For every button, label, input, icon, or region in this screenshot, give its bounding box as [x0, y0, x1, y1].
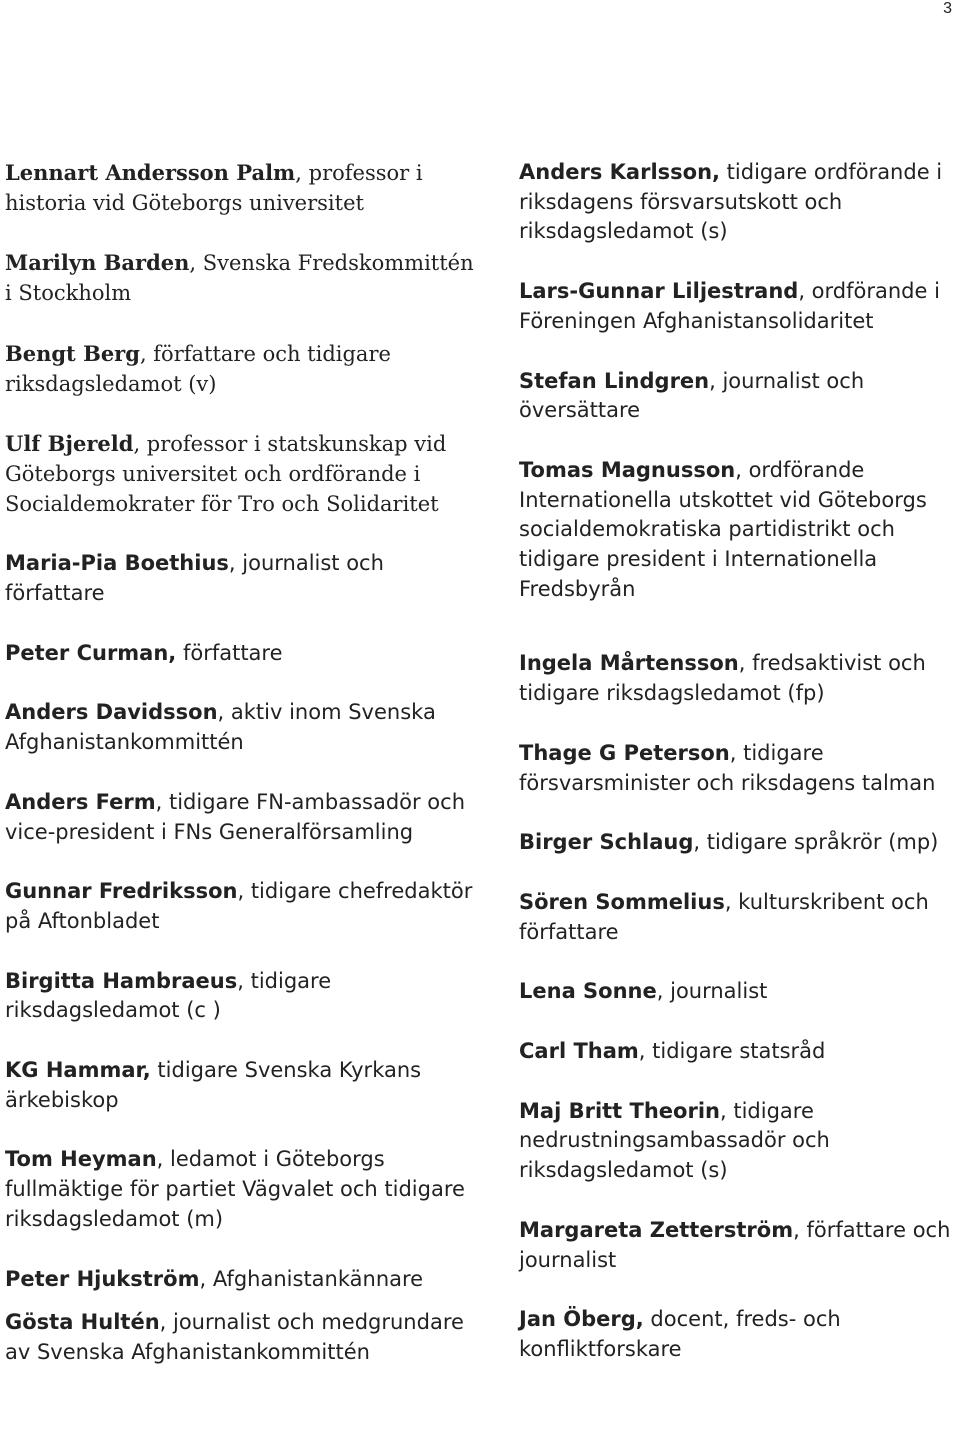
signatory-description: , fredsaktivist och tidigare riksdagsledamot (fp): [519, 651, 926, 706]
signatory-name: Sören Sommelius: [519, 889, 725, 914]
page-number: 3: [943, 0, 952, 17]
signatory-description: , tidigare försvarsminister och riksdagens talman: [519, 740, 936, 795]
signatory-name: Jan Öberg,: [519, 1307, 644, 1332]
signatory-entry: [519, 1097, 955, 1186]
signatory-description: , journalist och författare: [5, 551, 384, 606]
signatory-description: , tidigare språkrör (mp): [693, 830, 939, 855]
signatory-name: Birger Schlaug: [519, 830, 694, 855]
signatory-description: , tidigare FN-ambassadör och vice-president i FNs Generalförsamling: [5, 789, 466, 844]
signatory-entry: [5, 429, 475, 519]
signatory-name: Ulf Bjereld: [5, 431, 134, 457]
signatory-description: , författare och journalist: [519, 1217, 951, 1272]
signatory-name: Peter Curman,: [5, 640, 177, 665]
signatory-name: Thage G Peterson: [519, 740, 730, 765]
signatory-entry: [519, 649, 955, 708]
signatory-name: Peter Hjukström: [5, 1266, 200, 1291]
signatory-entry: [519, 888, 955, 947]
signatory-description: , journalist och översättare: [519, 368, 865, 423]
signatory-entry: [5, 1056, 475, 1115]
signatory-name: Gunnar Fredriksson: [5, 879, 238, 904]
signatory-description: tidigare Svenska Kyrkans ärkebiskop: [5, 1058, 422, 1112]
signatory-list-left: [5, 158, 475, 1368]
signatory-description: , professor i statskunskap vid Göteborgs universitet och ordförande i Socialdemokrater för Tro och Solidaritet: [5, 432, 447, 516]
signatory-entry: [5, 1265, 475, 1295]
signatory-entry: [5, 158, 475, 218]
signatory-description: , ordförande Internationella utskottet vid Göteborgs socialdemokratiska partidistrikt och tidigare president i Internationella Fredsbyrån: [519, 457, 927, 601]
signatory-entry: [5, 698, 475, 757]
signatory-entry: [519, 1305, 955, 1364]
signatory-description: , ordförande i Föreningen Afghanistansolidaritet: [519, 279, 940, 333]
signatory-description: , professor i historia vid Göteborgs universitet: [5, 161, 423, 215]
signatory-name: Birgitta Hambraeus: [5, 968, 238, 993]
signatory-name: Marilyn Barden: [5, 250, 190, 276]
signatory-name: Tomas Magnusson: [519, 457, 736, 482]
signatory-entry: [5, 339, 475, 399]
signatory-name: Lars-Gunnar Liljestrand: [519, 279, 799, 304]
signatory-entry: [519, 739, 955, 798]
signatory-entry: [5, 1145, 475, 1234]
signatory-entry: [5, 967, 475, 1026]
signatory-entry: [519, 1037, 955, 1067]
signatory-description: , Afghanistankännare: [199, 1266, 424, 1291]
signatory-entry: [519, 828, 955, 858]
signatory-entry: [5, 549, 475, 608]
signatory-description: författare: [176, 640, 283, 665]
signatory-description: , tidigare riksdagsledamot (c ): [5, 968, 332, 1023]
signatory-description: , tidigare nedrustningsambassadör och riksdagsledamot (s): [519, 1098, 830, 1183]
signatory-entry: [5, 639, 475, 669]
signatory-entry: [519, 456, 955, 605]
signatory-name: Anders Davidsson: [5, 700, 218, 725]
signatory-entry: [519, 367, 955, 426]
signatory-name: KG Hammar,: [5, 1058, 151, 1083]
signatory-description: , aktiv inom Svenska Afghanistankommittén: [5, 700, 436, 755]
signatory-name: Lennart Andersson Palm: [5, 160, 296, 185]
signatory-description: , kulturskribent och författare: [519, 889, 929, 944]
signatory-name: Maj Britt Theorin: [519, 1098, 720, 1123]
signatory-description: tidigare ordförande i riksdagens försvarsutskott och riksdagsledamot (s): [519, 160, 943, 244]
signatory-name: Maria-Pia Boethius: [5, 551, 229, 576]
signatory-description: , tidigare statsråd: [638, 1039, 826, 1064]
signatory-name: Stefan Lindgren: [519, 368, 710, 393]
signatory-entry: [5, 788, 475, 847]
signatory-name: Ingela Mårtensson: [519, 651, 739, 676]
signatory-description: , tidigare chefredaktör på Aftonbladet: [5, 879, 473, 933]
signatory-name: Margareta Zetterström: [519, 1217, 794, 1242]
signatory-name: Gösta Hultén: [5, 1310, 160, 1335]
signatory-description: , journalist och medgrundare av Svenska Afghanistankommittén: [5, 1310, 464, 1364]
signatory-entry: [519, 1216, 955, 1275]
signatory-name: Tom Heyman: [5, 1147, 157, 1172]
signatory-entry: [5, 1308, 475, 1367]
signatory-entry: [519, 158, 955, 247]
signatory-list-right: [519, 158, 955, 1365]
signatory-entry: [519, 277, 955, 336]
signatory-entry: [5, 877, 475, 936]
signatory-name: Anders Karlsson,: [519, 160, 720, 184]
signatory-entry: [5, 248, 475, 308]
signatory-entry: [519, 977, 955, 1007]
signatory-name: Anders Ferm: [5, 789, 156, 814]
signatory-description: , journalist: [656, 979, 768, 1004]
signatory-description: , författare och tidigare riksdagsledamot (v): [5, 341, 391, 396]
signatory-description: , Svenska Fredskommittén i Stockholm: [5, 251, 474, 306]
signatory-description: docent, freds- och konfliktforskare: [519, 1307, 841, 1361]
signatory-description: , ledamot i Göteborgs fullmäktige för partiet Vägvalet och tidigare riksdagsledamot (m): [5, 1147, 465, 1231]
signatory-name: Bengt Berg: [5, 340, 140, 366]
signatory-name: Carl Tham: [519, 1039, 639, 1064]
signatory-name: Lena Sonne: [519, 979, 657, 1004]
